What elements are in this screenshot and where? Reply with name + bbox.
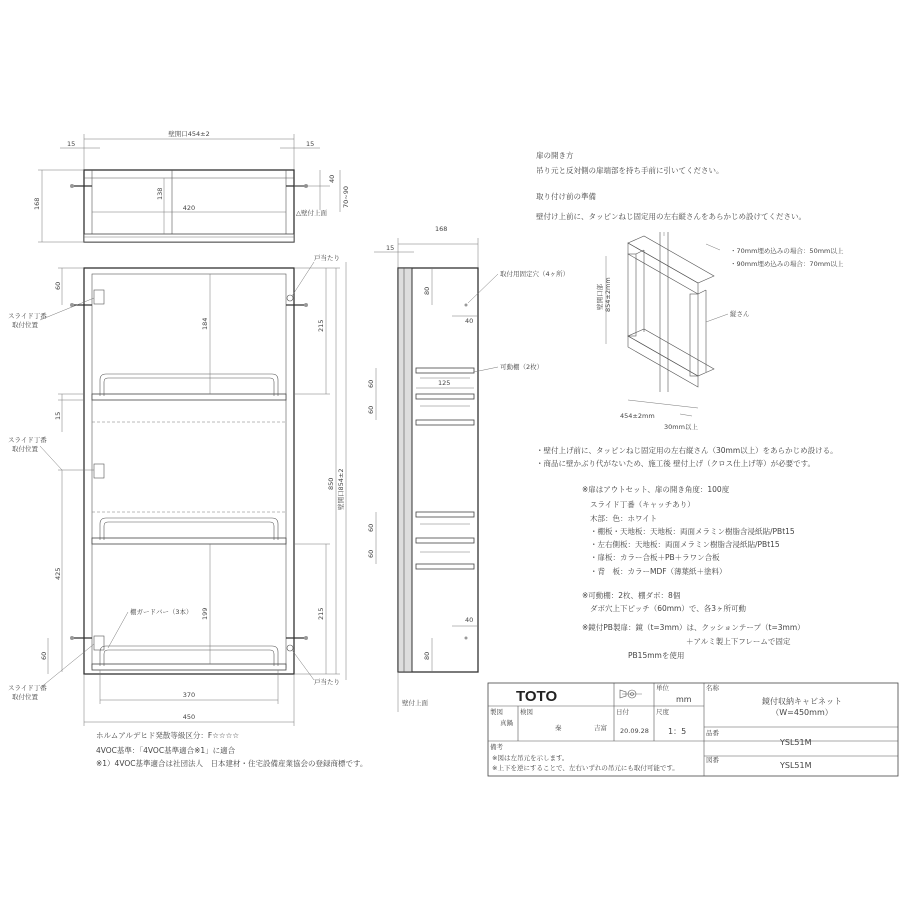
unit-label: 単位 [656,684,669,692]
front-dim-60-top: 60 [54,281,62,290]
iso-stud: 縦さん [730,310,750,318]
spec-6: ・扉板：カラー合板＋PB＋ラワン合板 [590,553,720,562]
top-wall-label: △壁付上面 [296,209,327,217]
date-value: 20.09.28 [620,727,649,735]
front-dim-425: 425 [54,567,62,580]
door-title: 扉の開き方 [536,151,574,160]
checked-value: 秦 [555,724,562,732]
door-text: 吊り元と反対側の扉端部を持ち手前に引いてください。 [536,166,724,175]
side-dim-40-top: 40 [465,317,474,325]
front-view [8,253,346,726]
bullet-1: ・壁付上げ前に、タッピンねじ固定用の左右縦さん（30mm以上）をあらかじめ設ける。 [536,446,838,455]
checked-label: 検図 [520,708,533,716]
front-dim-199: 199 [201,607,209,620]
side-dim-60-a: 60 [367,379,375,388]
guard-bar-label: 棚ガードバー（3本） [130,608,193,616]
formaldehyde-grade: ホルムアルデヒド発散等級区分：F☆☆☆☆ [96,731,240,740]
part-label: 品番 [706,729,719,737]
front-dim-370: 370 [182,691,196,699]
top-dim-420: 420 [182,204,196,212]
spec-7: ・背 板：カラーMDF（薄葉紙＋塗料） [590,567,727,576]
hinge-label-1b: 取付位置 [12,321,38,329]
iso-30: 30mm以上 [664,423,698,431]
spec-4: ・棚板・天地板：天地板：両面メラミン樹脂含浸紙貼/PBt15 [590,527,795,536]
side-dim-168: 168 [435,225,448,233]
top-dim-15-left: 15 [67,140,76,148]
iso-70: ・70mm埋め込みの場合：50mm以上 [730,247,844,255]
front-dim-60-bottom: 60 [40,651,48,660]
top-dim-40: 40 [328,174,336,183]
prep-title: 取り付け前の準備 [536,192,596,201]
front-dim-850: 850 [327,477,335,490]
spec-11: ＋アルミ製上下フレームで固定 [686,637,791,646]
side-dim-15: 15 [386,244,395,252]
front-dim-opening: 壁開口854±2 [337,468,345,510]
drawing-label: 図番 [706,756,719,764]
hinge-label-3: スライド丁番 [8,684,47,692]
spec-2: スライド丁番（キャッチあり） [590,500,695,509]
spec-8: ※可動棚：2枚、棚ダボ：8個 [582,591,681,600]
door-stop-bottom: 戸当たり [314,678,340,686]
hinge-label-1: スライド丁番 [8,312,47,320]
door-stop-top: 戸当たり [314,254,340,262]
top-dim-168: 168 [33,197,41,210]
spec-3: 木部：色：ホワイト [590,514,658,523]
bullet-2: ・商品に壁かぶり代がないため、施工後 壁付上げ（クロス仕上げ等）が必要です。 [536,459,815,468]
movable-shelf-label: 可動棚（2枚） [500,363,544,371]
unit-value: mm [676,695,692,704]
voc-line-1: 4VOC基準：「4VOC基準適合※1」に適合 [96,746,236,755]
top-dim-138: 138 [156,187,164,200]
iso-opening: 壁開口部 [596,284,604,310]
iso-854: 854±2mm [604,277,612,312]
iso-frame-diagram [595,232,844,431]
spec-9: ダボ穴上下ピッチ（60mm）で、各3ヶ所可動 [590,604,746,613]
drawn-label: 製図 [490,708,503,716]
hinge-label-2b: 取付位置 [12,445,38,453]
spec-1: ※扉はアウトセット、扉の開き角度：100度 [582,485,730,494]
top-dim-outer: 壁開口454±2 [168,130,210,138]
side-dim-125: 125 [438,379,451,387]
front-dim-184: 184 [201,317,209,330]
side-dim-60-b: 60 [367,405,375,414]
side-dim-60-c: 60 [367,523,375,532]
hinge-label-3b: 取付位置 [12,693,38,701]
front-dim-215-bottom: 215 [317,607,325,620]
top-view [33,129,350,242]
side-wall-top: 壁付上面 [402,699,428,707]
drawn-value: 真鍋 [500,719,513,727]
name-label: 名称 [706,684,719,692]
front-dim-450: 450 [182,713,196,721]
footer-notes [96,730,367,768]
remarks-label: 備考 [490,743,503,751]
install-notes [536,150,844,468]
name-value-2: （W=450mm） [771,708,833,717]
top-dim-70-90: 70~90 [342,186,350,208]
iso-454: 454±2mm [620,412,655,420]
mount-hole-label: 取付用固定穴（4ヶ所） [500,270,570,278]
hinge-label-2: スライド丁番 [8,436,47,444]
top-dim-15-right: 15 [306,140,315,148]
front-dim-215-top: 215 [317,319,325,332]
toto-logo: TOTO [516,688,558,705]
spec-notes [582,484,805,660]
prep-text: 壁付け上前に、タッピンねじ固定用の左右縦さんをあらかじめ設けてください。 [536,212,806,221]
scale-label: 尺度 [656,708,669,716]
drawing-value: YSL51M [780,761,812,770]
side-dim-40-bottom: 40 [465,616,474,624]
projection-symbol-icon [620,690,642,698]
spec-5: ・左右側板：天地板：両面メラミン樹脂含浸紙貼/PBt15 [590,540,780,549]
iso-90: ・90mm埋め込みの場合：70mm以上 [730,260,844,268]
spec-12: PB15mmを使用 [628,651,685,660]
date-label: 日付 [616,708,629,716]
remark-2: ※上下を逆にすることで、左右いずれの吊元にも取付可能です。 [492,764,679,772]
title-block [488,683,898,776]
scale-value: 1：5 [668,727,687,736]
name-value-1: 鏡付収納キャビネット [762,697,842,706]
side-dim-60-d: 60 [367,549,375,558]
part-value: YSL51M [780,738,812,747]
front-dim-15: 15 [54,411,62,420]
spec-10: ※鏡付PB製扉：鏡（t=3mm）は、クッションテープ（t=3mm） [582,623,805,632]
voc-line-2: ※1）4VOC基準適合は社団法人 日本建材・住宅設備産業協会の登録商標です。 [96,759,368,768]
approved-value: 吉富 [594,724,607,732]
side-dim-80-top: 80 [423,286,431,295]
side-view [367,225,569,712]
side-dim-80-bottom: 80 [423,651,431,660]
remark-1: ※図は左吊元を示します。 [492,754,569,762]
